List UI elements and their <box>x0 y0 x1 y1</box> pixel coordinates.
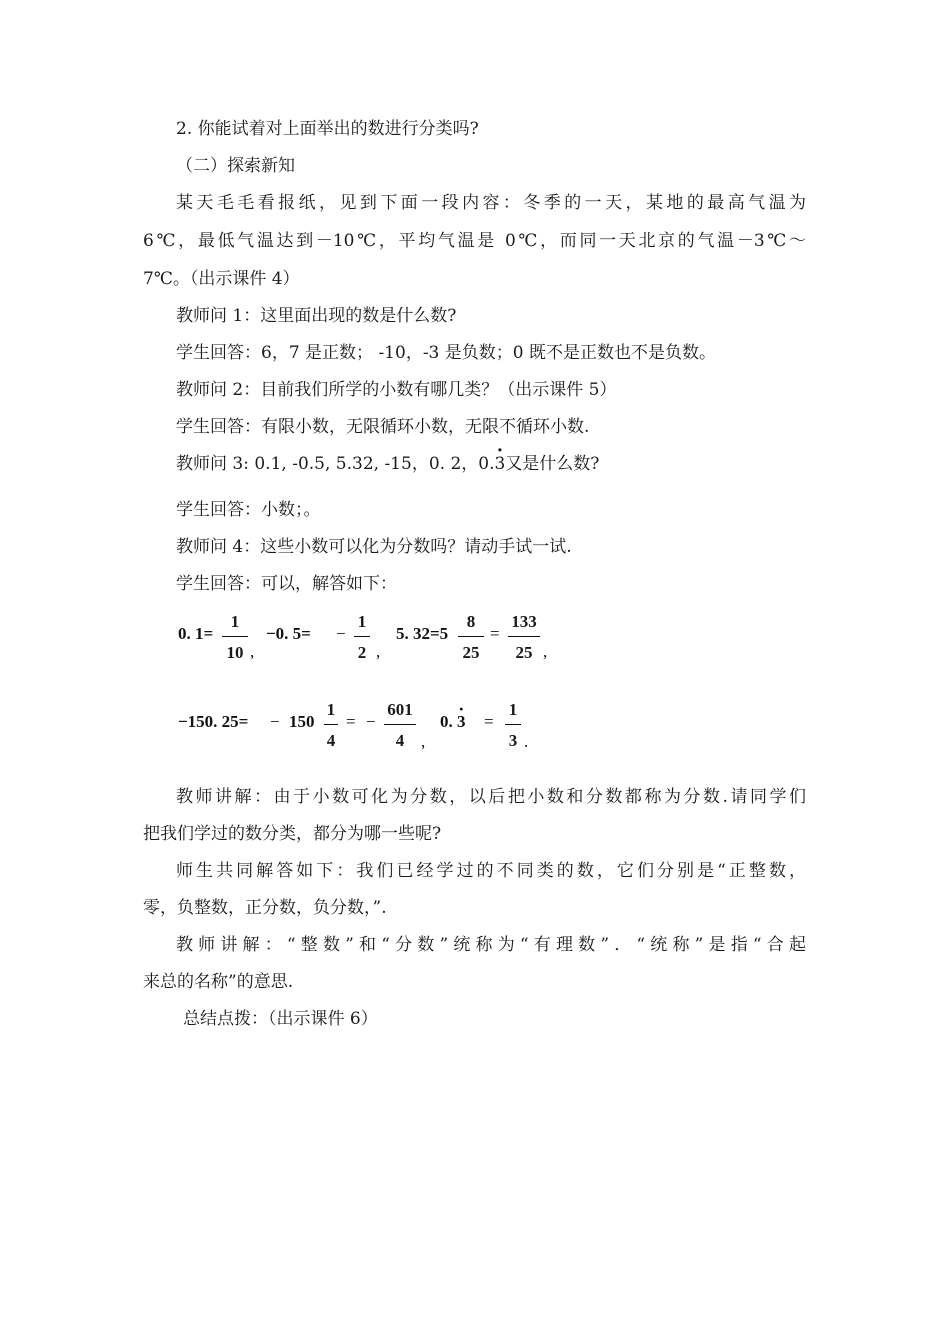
decimal-prefix: 0. <box>440 712 457 731</box>
teacher-explain-1-line-2: 把我们学过的数分类，都分为哪一些呢? <box>143 824 442 844</box>
repeating-digit: · 3 <box>457 712 466 732</box>
fraction-numerator: 8 <box>466 612 476 631</box>
student-answer-2: 学生回答：有限小数，无限循环小数，无限不循环小数. <box>176 417 590 437</box>
fraction-1-2 <box>354 612 370 663</box>
repeating-digit: · 3 <box>494 453 505 475</box>
joint-answer-line-1: 师生共同解答如下：我们已经学过的不同类的数，它们分别是“正整数， <box>176 861 806 881</box>
period: . <box>524 732 529 751</box>
comma: , <box>543 642 548 661</box>
fraction-601-4 <box>384 700 416 751</box>
fraction-denominator: 10 <box>226 643 244 662</box>
fraction-denominator: 4 <box>326 731 336 750</box>
comma: , <box>376 642 381 661</box>
equals-sign: = <box>490 624 500 643</box>
fraction-denominator: 4 <box>395 731 405 750</box>
fraction-133-25 <box>508 612 540 663</box>
teacher-explain-1-line-1: 教师讲解：由于小数可化为分数，以后把小数和分数都称为分数.请同学们 <box>176 787 806 807</box>
story-line-2: 6℃，最低气温达到－10℃，平均气温是 0℃，而同一天北京的气温－3℃～ <box>143 231 806 251</box>
fraction-numerator: 1 <box>508 700 518 719</box>
equals-sign: = <box>346 712 356 731</box>
fraction-numerator: 601 <box>387 700 413 719</box>
fraction-8-25 <box>458 612 484 663</box>
joint-answer-line-2: 零，负整数，正分数，负分数，”. <box>143 898 387 918</box>
expr-0-1: 0. 1= <box>178 624 214 643</box>
question-2: 2. 你能试着对上面举出的数进行分类吗? <box>176 119 479 139</box>
expr-5-32: 5. 32=5 <box>396 624 449 643</box>
fraction-numerator: 133 <box>511 612 537 631</box>
expr-0-3-repeating <box>440 712 466 732</box>
teacher-question-3-text: 教师问 3: 0.1, -0.5, 5.32, -15，0. 2，0. <box>176 454 495 474</box>
fraction-1-10 <box>222 612 248 663</box>
student-answer-4: 学生回答：可以，解答如下： <box>176 574 397 594</box>
comma: , <box>250 642 255 661</box>
teacher-question-1: 教师问 1：这里面出现的数是什么数? <box>176 306 457 326</box>
teacher-question-4: 教师问 4：这些小数可以化为分数吗？请动手试一试. <box>176 537 572 557</box>
whole-part: 150 <box>289 712 315 731</box>
teacher-question-3 <box>176 453 599 475</box>
minus-sign: − <box>336 624 346 643</box>
fraction-1-4 <box>324 700 338 751</box>
fraction-denominator: 2 <box>357 643 367 662</box>
student-answer-3: 学生回答：小数；。 <box>176 500 321 520</box>
expr-neg-0-5: −0. 5= <box>266 624 311 643</box>
student-answer-1: 学生回答：6，7 是正数； -10，-3 是负数；0 既不是正数也不是负数。 <box>176 343 716 363</box>
teacher-explain-2-line-2: 来总的名称”的意思. <box>143 972 294 992</box>
expr-neg-150-25: −150. 25= <box>178 712 249 731</box>
comma: , <box>421 732 426 751</box>
fraction-denominator: 25 <box>515 643 533 662</box>
teacher-question-3-tail: 又是什么数? <box>505 454 600 474</box>
story-line-3: 7℃。（出示课件 4） <box>143 269 300 289</box>
minus-sign: − <box>270 712 280 731</box>
equals-sign: = <box>484 712 494 731</box>
summary-line: 总结点拨：（出示课件 6） <box>183 1009 378 1029</box>
minus-sign: − <box>366 712 376 731</box>
section-heading: （二）探索新知 <box>176 156 295 176</box>
teacher-question-2: 教师问 2：目前我们所学的小数有哪几类？（出示课件 5） <box>176 380 617 400</box>
fraction-numerator: 1 <box>326 700 336 719</box>
fraction-numerator: 1 <box>230 612 240 631</box>
story-line-1: 某天毛毛看报纸，见到下面一段内容：冬季的一天，某地的最高气温为 <box>176 193 806 213</box>
fraction-numerator: 1 <box>357 612 367 631</box>
fraction-denominator: 25 <box>462 643 480 662</box>
fraction-1-3 <box>505 700 521 751</box>
fraction-denominator: 3 <box>508 731 518 750</box>
teacher-explain-2-line-1: 教师讲解：“整数”和“分数”统称为“有理数”．“统称”是指“合起 <box>176 935 806 955</box>
